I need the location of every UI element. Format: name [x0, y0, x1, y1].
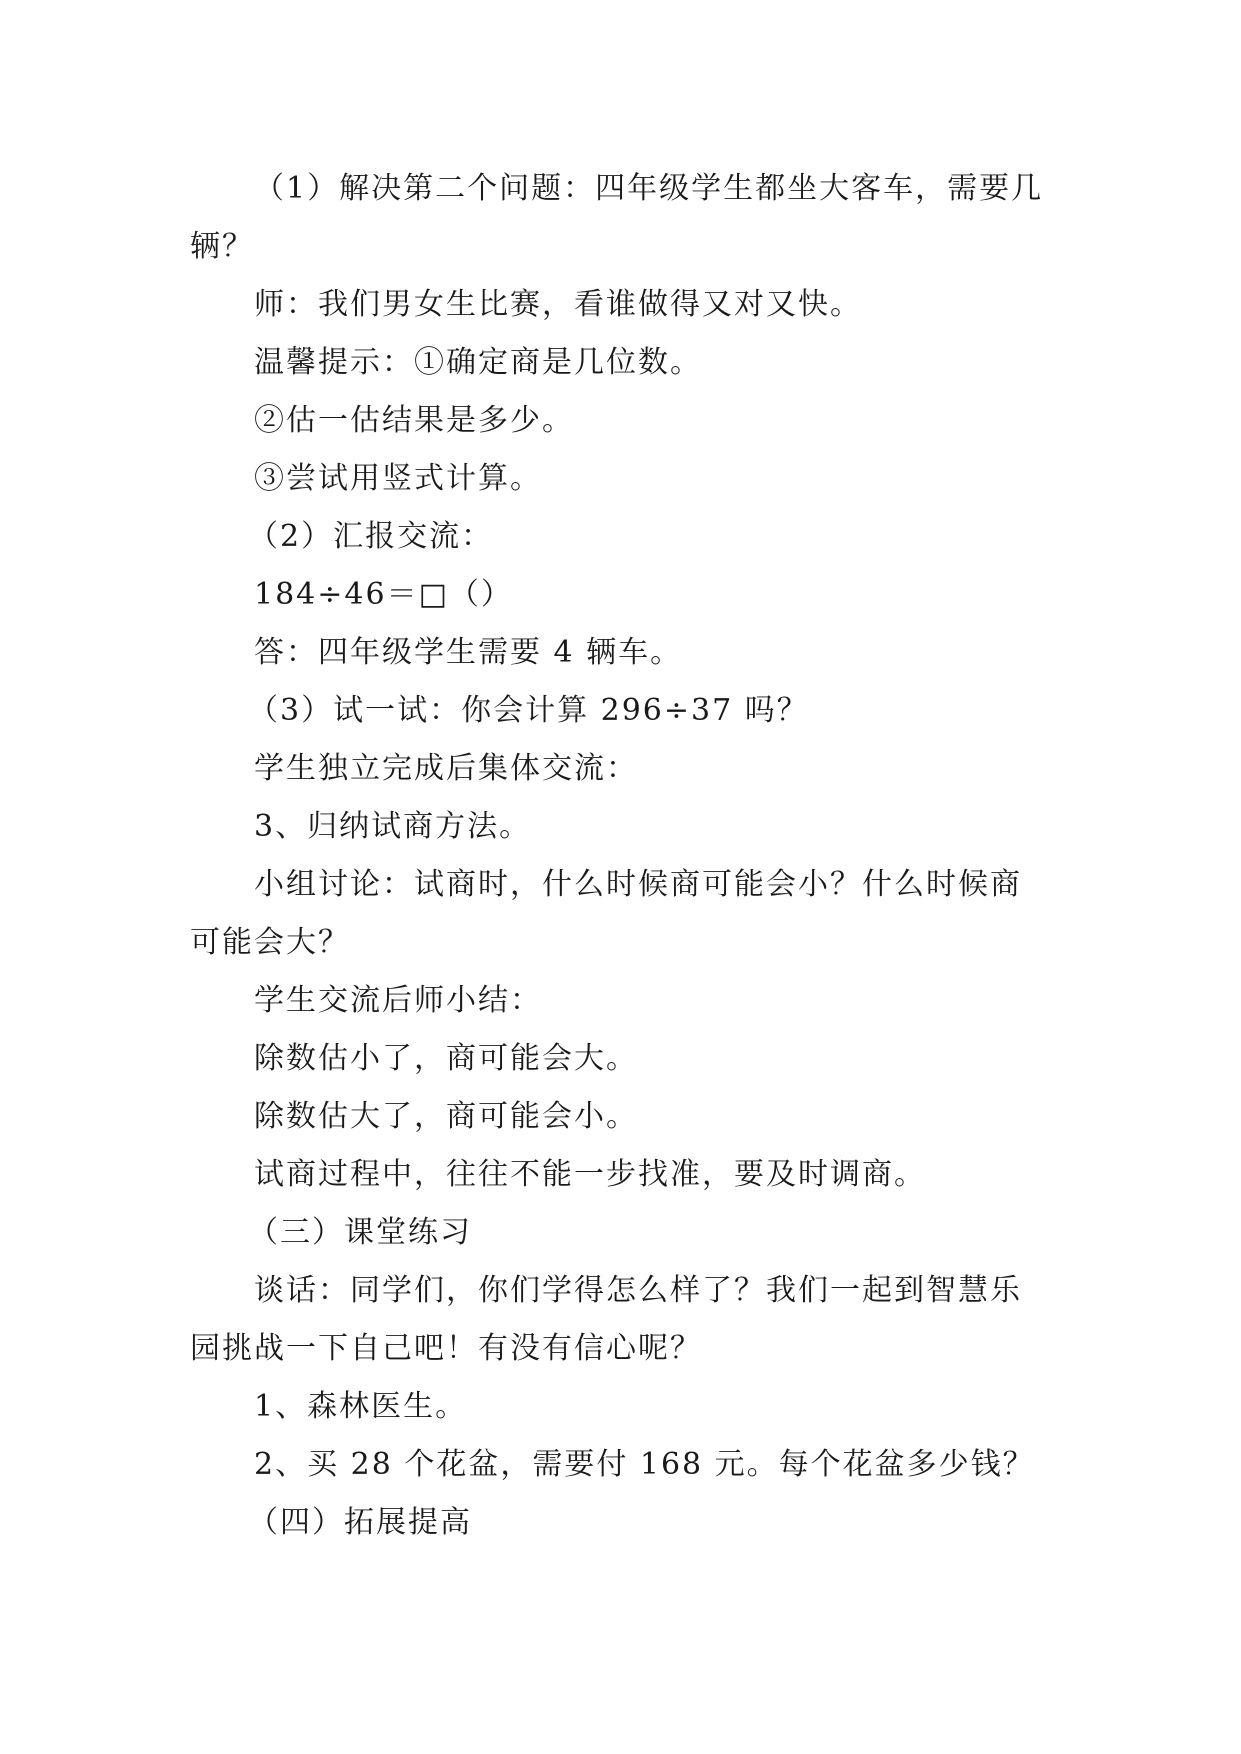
paragraph-teacher-instruction: 师：我们男女生比赛，看谁做得又对又快。	[254, 287, 862, 322]
document-body	[190, 160, 1050, 1552]
paragraph-tip-1: 温馨提示：①确定商是几位数。	[254, 345, 702, 380]
paragraph-tip-3: ③尝试用竖式计算。	[254, 461, 542, 496]
paragraph-talk: 谈话：同学们，你们学得怎么样了？我们一起到智慧乐园挑战一下自己吧！有没有信心呢？	[190, 1273, 1022, 1366]
section-heading-extension: （四）拓展提高	[248, 1505, 472, 1540]
paragraph-student-exchange: 学生独立完成后集体交流：	[254, 751, 638, 786]
paragraph-exercise-1: 1、森林医生。	[254, 1389, 468, 1424]
paragraph-problem-2: （1）解决第二个问题：四年级学生都坐大客车，需要几辆？	[190, 171, 1044, 264]
paragraph-equation: 184÷46＝□（）	[254, 577, 513, 612]
paragraph-group-discussion: 小组讨论：试商时，什么时候商可能会小？什么时候商可能会大？	[190, 867, 1022, 960]
paragraph-summary-2: 除数估大了，商可能会小。	[254, 1099, 638, 1134]
paragraph-summary-1: 除数估小了，商可能会大。	[254, 1041, 638, 1076]
paragraph-report-heading: （2）汇报交流：	[248, 519, 494, 554]
section-heading-practice: （三）课堂练习	[248, 1215, 472, 1250]
paragraph-summary-intro: 学生交流后师小结：	[254, 983, 542, 1018]
paragraph-method-heading: 3、归纳试商方法。	[254, 809, 532, 844]
paragraph-tip-2: ②估一估结果是多少。	[254, 403, 574, 438]
paragraph-answer: 答：四年级学生需要 4 辆车。	[254, 635, 683, 670]
paragraph-summary-3: 试商过程中，往往不能一步找准，要及时调商。	[254, 1157, 926, 1192]
paragraph-try-it: （3）试一试：你会计算 296÷37 吗？	[248, 693, 809, 728]
paragraph-exercise-2: 2、买 28 个花盆，需要付 168 元。每个花盆多少钱？	[254, 1447, 1035, 1482]
